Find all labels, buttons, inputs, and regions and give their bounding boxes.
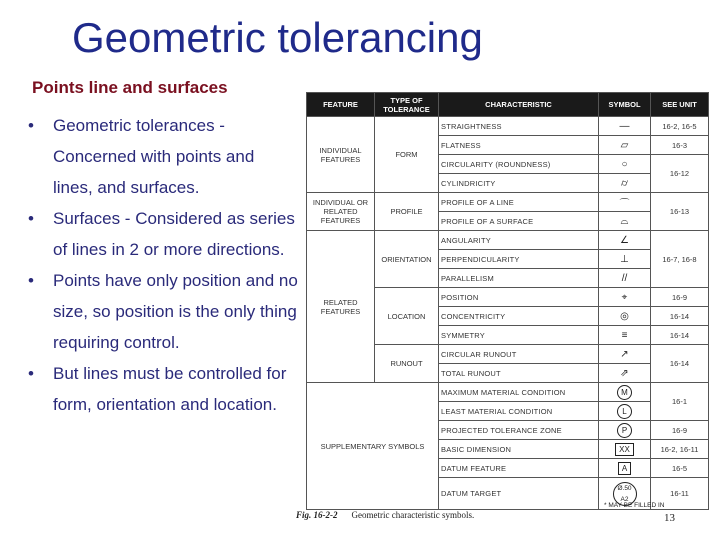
angularity-symbol-icon: ∠ (599, 231, 651, 250)
profile-surface-symbol-icon: ⌓ (599, 212, 651, 231)
straightness-symbol-icon: — (599, 117, 651, 136)
characteristic-cell: LEAST MATERIAL CONDITION (439, 402, 599, 421)
characteristic-cell: PROJECTED TOLERANCE ZONE (439, 421, 599, 440)
figure-number: Fig. 16-2-2 (296, 510, 338, 520)
unit-cell: 16-1 (651, 383, 709, 421)
bullet-text: But lines must be controlled for form, orientation and location. (53, 364, 287, 414)
type-location: LOCATION (375, 288, 439, 345)
datum-target-circle: Ø.50 A2 (613, 482, 637, 506)
header-unit: SEE UNIT (651, 93, 709, 117)
characteristic-cell: TOTAL RUNOUT (439, 364, 599, 383)
bullet-glyph: • (28, 364, 34, 383)
bullet-item (28, 203, 298, 265)
figure-caption (296, 510, 546, 530)
characteristic-cell: FLATNESS (439, 136, 599, 155)
lmc-letter: L (617, 404, 632, 419)
projected-zone-letter: P (617, 423, 632, 438)
bullet-item (28, 110, 298, 203)
basic-dimension-box: XX (615, 443, 634, 456)
bullet-glyph: • (28, 116, 34, 135)
characteristic-cell: CIRCULARITY (ROUNDNESS) (439, 155, 599, 174)
flatness-symbol-icon: ▱ (599, 136, 651, 155)
concentricity-symbol-icon: ◎ (599, 307, 651, 326)
slide-subtitle: Points line and surfaces (32, 78, 228, 97)
unit-cell: 16-2, 16-5 (651, 117, 709, 136)
table-header-row (307, 93, 709, 117)
circular-runout-symbol-icon: ↗ (599, 345, 651, 364)
characteristic-cell: SYMMETRY (439, 326, 599, 345)
projected-zone-symbol-icon (599, 421, 651, 440)
unit-cell: 16-2, 16-11 (651, 440, 709, 459)
position-symbol-icon: ⌖ (599, 288, 651, 307)
symbol-figure (296, 92, 714, 532)
circularity-symbol-icon: ○ (599, 155, 651, 174)
characteristic-cell: DATUM TARGET (439, 478, 599, 510)
header-characteristic: CHARACTERISTIC (439, 93, 599, 117)
page-number: 13 (664, 512, 675, 524)
characteristic-cell: BASIC DIMENSION (439, 440, 599, 459)
header-feature: FEATURE (307, 93, 375, 117)
total-runout-symbol-icon: ⇗ (599, 364, 651, 383)
characteristic-cell: CYLINDRICITY (439, 174, 599, 193)
cylindricity-symbol-icon: ⌭ (599, 174, 651, 193)
unit-cell: 16-3 (651, 136, 709, 155)
bullet-item (28, 265, 298, 358)
profile-line-symbol-icon: ⌒ (599, 193, 651, 212)
header-type: TYPE OF TOLERANCE (375, 93, 439, 117)
table-row (307, 193, 709, 212)
header-symbol: SYMBOL (599, 93, 651, 117)
type-orientation: ORIENTATION (375, 231, 439, 288)
datum-feature-box: A (618, 462, 631, 475)
perpendicularity-symbol-icon: ⊥ (599, 250, 651, 269)
unit-cell: 16-11 (651, 478, 709, 510)
bullet-item (28, 358, 298, 420)
bullet-text: Geometric tolerances - Concerned with points and lines, and surfaces. (53, 116, 255, 197)
characteristic-cell: STRAIGHTNESS (439, 117, 599, 136)
type-form: FORM (375, 117, 439, 193)
symmetry-symbol-icon: ≡ (599, 326, 651, 345)
feature-individual-or-related: INDIVIDUAL OR RELATED FEATURES (307, 193, 375, 231)
datum-feature-symbol-icon (599, 459, 651, 478)
characteristic-cell: CONCENTRICITY (439, 307, 599, 326)
table-row (307, 383, 709, 402)
feature-individual: INDIVIDUAL FEATURES (307, 117, 375, 193)
bullet-list (28, 110, 298, 420)
bullet-text: Surfaces - Considered as series of lines in 2 or more directions. (53, 209, 295, 259)
unit-cell: 16-14 (651, 345, 709, 383)
mmc-letter: M (617, 385, 632, 400)
fill-note: * MAY BE FILLED IN (604, 502, 665, 509)
bullet-text: Points have only position and no size, so position is the only thing requiring control. (53, 271, 298, 352)
geometric-symbols-table (306, 92, 709, 510)
unit-cell: 16-14 (651, 307, 709, 326)
unit-cell: 16-5 (651, 459, 709, 478)
bullet-glyph: • (28, 271, 34, 290)
unit-cell: 16-9 (651, 421, 709, 440)
mmc-symbol-icon (599, 383, 651, 402)
slide-title: Geometric tolerancing (72, 14, 483, 61)
type-profile: PROFILE (375, 193, 439, 231)
table-row (307, 231, 709, 250)
figure-caption-text: Geometric characteristic symbols. (351, 510, 475, 520)
table-row (307, 117, 709, 136)
unit-cell: 16-14 (651, 326, 709, 345)
characteristic-cell: CIRCULAR RUNOUT (439, 345, 599, 364)
lmc-symbol-icon (599, 402, 651, 421)
characteristic-cell: PERPENDICULARITY (439, 250, 599, 269)
unit-cell: 16-9 (651, 288, 709, 307)
characteristic-cell: MAXIMUM MATERIAL CONDITION (439, 383, 599, 402)
characteristic-cell: PROFILE OF A SURFACE (439, 212, 599, 231)
basic-dimension-symbol-icon (599, 440, 651, 459)
characteristic-cell: PROFILE OF A LINE (439, 193, 599, 212)
characteristic-cell: POSITION (439, 288, 599, 307)
unit-cell: 16-7, 16-8 (651, 231, 709, 288)
bullet-glyph: • (28, 209, 34, 228)
feature-related: RELATED FEATURES (307, 231, 375, 383)
feature-supplementary: SUPPLEMENTARY SYMBOLS (307, 383, 439, 510)
unit-cell: 16-13 (651, 193, 709, 231)
characteristic-cell: DATUM FEATURE (439, 459, 599, 478)
unit-cell: 16-12 (651, 155, 709, 193)
type-runout: RUNOUT (375, 345, 439, 383)
characteristic-cell: ANGULARITY (439, 231, 599, 250)
parallelism-symbol-icon: // (599, 269, 651, 288)
characteristic-cell: PARALLELISM (439, 269, 599, 288)
